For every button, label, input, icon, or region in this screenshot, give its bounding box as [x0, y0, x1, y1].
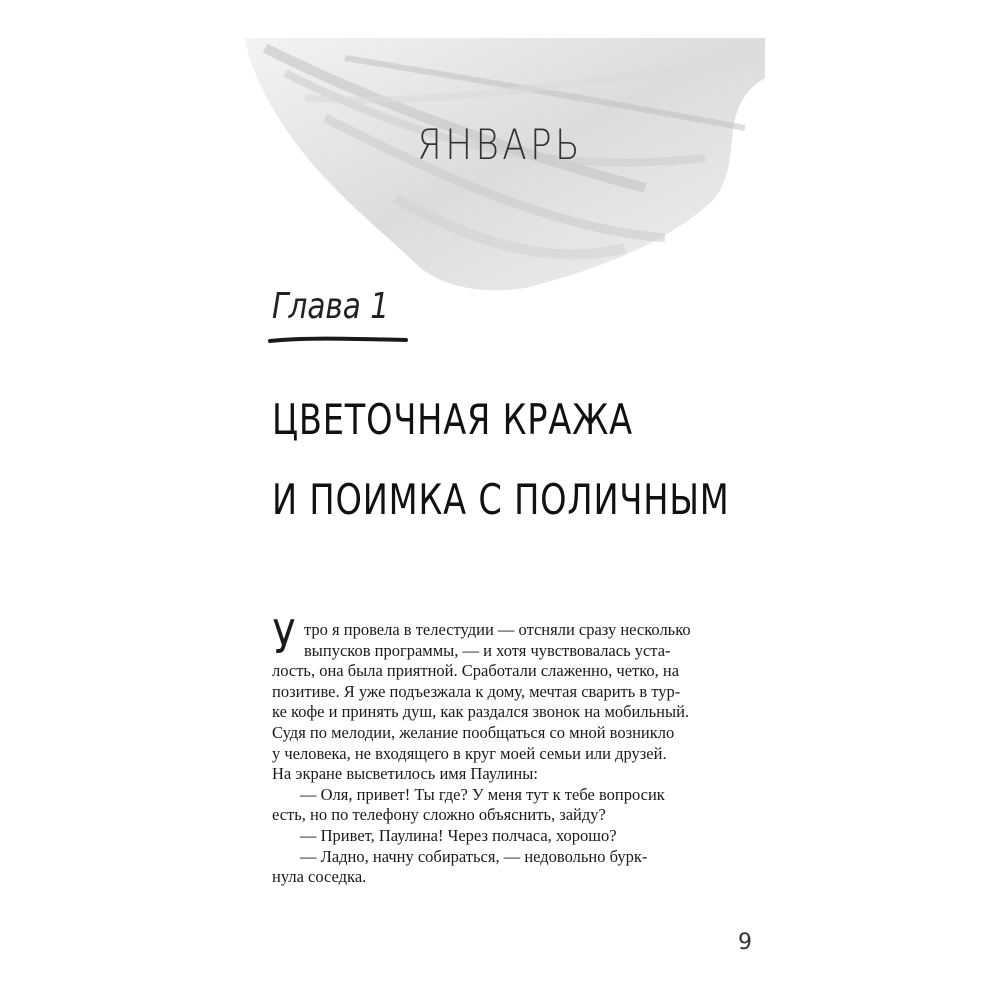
body-line-12: — Ладно, начну собираться, — недовольно бурк-: [300, 846, 648, 866]
body-line-13: нула соседка.: [272, 867, 367, 887]
drop-cap: У: [272, 610, 296, 664]
month-title: ЯНВАРЬ: [417, 120, 583, 169]
body-line-1-text: тро я провела в телестудии — отсняли сразу несколько: [304, 620, 691, 639]
body-text: [272, 610, 742, 888]
chapter-label: Глава 1: [272, 286, 390, 327]
body-line-11: — Привет, Паулина! Через полчаса, хорошо?: [300, 825, 617, 845]
chapter-title-line-1: ЦВЕТОЧНАЯ КРАЖА: [272, 395, 633, 444]
page-number: 9: [738, 930, 752, 955]
body-line-6: Судя по мелодии, желание пообщаться со мной возникло: [272, 722, 675, 742]
body-line-9: — Оля, привет! Ты где? У меня тут к тебе вопросик: [300, 784, 665, 804]
body-line-5: ке кофе и принять душ, как раздался звонок на мобильный.: [272, 702, 690, 722]
body-line-4: позитиве. Я уже подъезжала к дому, мечтая сварить в тур-: [272, 681, 681, 701]
chapter-underline: [268, 333, 408, 347]
body-line-8: На экране высветилось имя Паулины:: [272, 764, 538, 784]
chapter-title-line-2: И ПОИМКА С ПОЛИЧНЫМ: [272, 475, 730, 524]
body-line-2: выпусков программы, — и хотя чувствовалась уста-: [304, 640, 671, 660]
body-line-10: есть, но по телефону сложно объяснить, зайду?: [272, 805, 606, 825]
body-line-3: лость, она была приятной. Сработали слаженно, четко, на: [272, 661, 680, 681]
body-line-7: у человека, не входящего в круг моей семьи или друзей.: [272, 743, 667, 763]
